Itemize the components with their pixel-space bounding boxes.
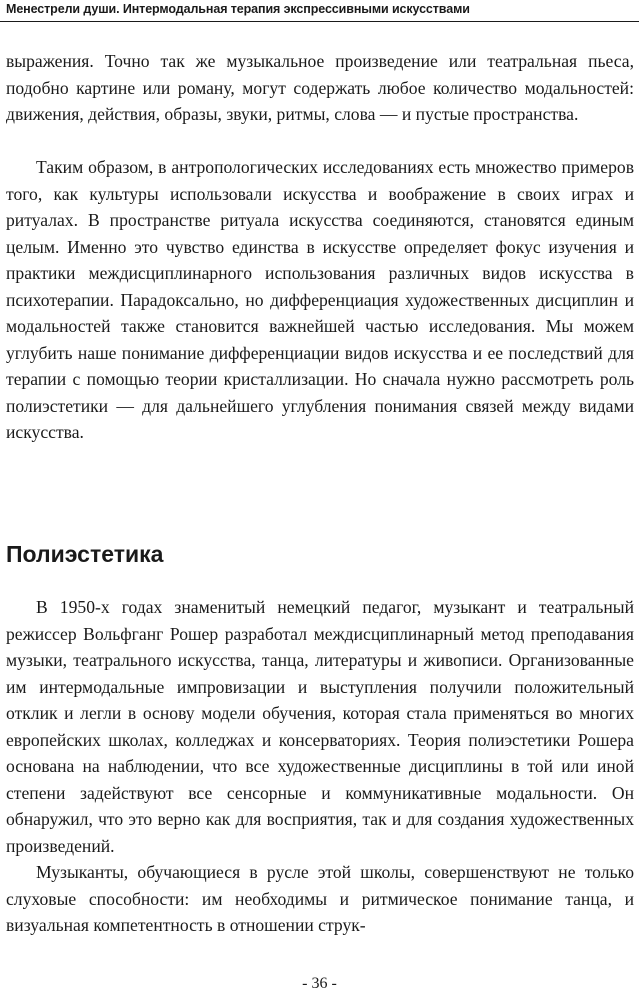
paragraph-continuation: выражения. Точно так же музыкальное произведение или театральная пьеса, подобно картине или роману, могут содержать любое количество модальностей: движения, действия, образы, звуки, ритмы, слова — и пустые пространства.	[6, 51, 634, 124]
running-header: Менестрели души. Интермодальная терапия экспрессивными искусствами	[6, 2, 470, 16]
paragraph-rituals: Таким образом, в антропологических исследованиях есть множество примеров того, как культуры использовали искусства и воображение в своих играх и ритуалах. В пространстве ритуала искусства соединяются, становятся единым целым. Именно это чувство единства в искусстве определяет фокус изучения и практики междисциплинарного использования различных видов искусства в психотерапии. Парадоксально, но дифференциация художественных дисциплин и модальностей также становится важнейшей частью исследования. Мы можем углубить наше понимание дифференциации видов искусства и ее последствий для терапии с помощью теории кристаллизации. Но сначала нужно рассмотреть роль полиэстетики — для дальнейшего углубления понимания связей между видами искусства.	[6, 157, 634, 442]
paragraph-musicians: Музыканты, обучающиеся в русле этой школы, совершенствуют не только слуховые способности: им необходимы и ритмическое понимание танца, и визуальная компетентность в отношении струк-	[6, 862, 634, 935]
section-heading: Полиэстетика	[6, 541, 164, 567]
paragraph-rosher: В 1950-х годах знаменитый немецкий педагог, музыкант и театральный режиссер Вольфганг Рошер разработал междисциплинарный метод преподавания музыки, театрального искусства, танца, литературы и живописи. Организованные им интермодальные импровизации и выступления получили положительный отклик и легли в основу модели обучения, которая стала применяться во многих европейских школах, колледжах и консерваториях. Теория полиэстетики Рошера основана на наблюдении, что все художественные дисциплины в той или иной степени задействуют все сенсорные и коммуникативные модальности. Он обнаружил, что это верно как для восприятия, так и для создания художественных произведений.	[6, 597, 634, 856]
page-number: - 36 -	[302, 975, 337, 992]
header-rule	[0, 21, 639, 22]
